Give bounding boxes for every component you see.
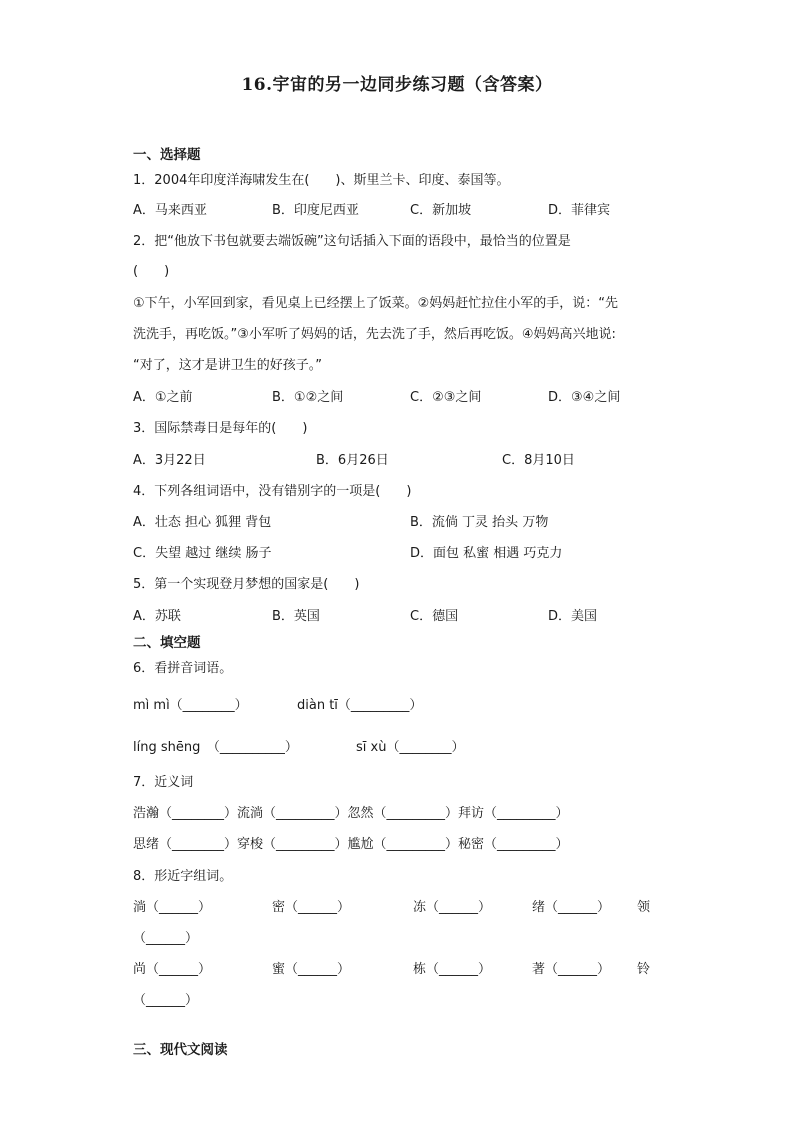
question-4-option-a: A．壮态 担心 狐狸 背包 — [133, 515, 272, 530]
similar-char-item: 铃 — [637, 962, 651, 977]
question-5-option-c: C．德国 — [410, 609, 459, 624]
question-5-option-b: B．英国 — [272, 609, 320, 624]
question-2-stem: 2．把“他放下书包就要去端饭碗”这句话插入下面的语段中，最恰当的位置是 — [133, 234, 571, 249]
pinyin-item-1: mì mì（________） — [133, 698, 248, 713]
question-1-option-a: A．马来西亚 — [133, 203, 207, 218]
question-7-stem: 7．近义词 — [133, 775, 194, 790]
similar-char-item: 冻（______） — [413, 900, 492, 915]
question-4-option-d: D．面包 私蜜 相遇 巧克力 — [410, 546, 563, 561]
similar-char-item-wrap: （______） — [133, 931, 199, 946]
question-6-stem: 6．看拼音词语。 — [133, 661, 233, 676]
similar-char-item: 尚（______） — [133, 962, 212, 977]
question-3-option-c: C．8月10日 — [502, 453, 575, 468]
section-heading-fill: 二、填空题 — [133, 635, 201, 651]
synonym-row-2: 思绪（________）穿梭（_________）尴尬（_________）秘密（_________） — [133, 837, 569, 852]
question-2-passage-line-2: 洗洗手，再吃饭。”③小军听了妈妈的话，先去洗了手，然后再吃饭。④妈妈高兴地说: — [133, 327, 616, 342]
question-2-blank: ( ) — [133, 264, 170, 279]
similar-char-item: 绪（______） — [532, 900, 611, 915]
question-4-stem: 4．下列各组词语中，没有错别字的一项是( ) — [133, 484, 412, 499]
question-8-stem: 8．形近字组词。 — [133, 869, 233, 884]
pinyin-item-4: sī xù（________） — [356, 740, 465, 755]
pinyin-item-2: diàn tī（_________） — [297, 698, 423, 713]
similar-char-item: 领 — [637, 900, 651, 915]
question-2-option-b: B．①②之间 — [272, 390, 344, 405]
question-5-option-d: D．美国 — [548, 609, 598, 624]
page-title: 16.宇宙的另一边同步练习题（含答案） — [241, 75, 553, 95]
question-3-option-b: B．6月26日 — [316, 453, 389, 468]
question-1-option-d: D．菲律宾 — [548, 203, 611, 218]
similar-char-item: 淌（______） — [133, 900, 212, 915]
pinyin-item-3: líng shēng （__________） — [133, 740, 298, 755]
question-1-option-b: B．印度尼西亚 — [272, 203, 359, 218]
question-2-option-a: A．①之前 — [133, 390, 193, 405]
question-4-option-c: C．失望 越过 继续 肠子 — [133, 546, 272, 561]
question-5-stem: 5．第一个实现登月梦想的国家是( ) — [133, 577, 360, 592]
similar-char-item: 蜜（______） — [272, 962, 351, 977]
section-heading-choice: 一、选择题 — [133, 147, 201, 163]
question-1-option-c: C．新加坡 — [410, 203, 472, 218]
question-1-stem: 1．2004年印度洋海啸发生在( )、斯里兰卡、印度、泰国等。 — [133, 173, 510, 188]
similar-char-item: 密（______） — [272, 900, 351, 915]
question-2-option-d: D．③④之间 — [548, 390, 621, 405]
question-2-passage-line-3: “对了，这才是讲卫生的好孩子。” — [133, 358, 322, 373]
question-3-stem: 3．国际禁毒日是每年的( ) — [133, 421, 308, 436]
section-heading-reading: 三、现代文阅读 — [133, 1042, 228, 1058]
question-5-option-a: A．苏联 — [133, 609, 181, 624]
question-2-passage-line-1: ①下午，小军回到家，看见桌上已经摆上了饭菜。②妈妈赶忙拉住小军的手，说：“先 — [133, 296, 619, 311]
question-4-option-b: B．流倘 丁灵 抬头 万物 — [410, 515, 549, 530]
synonym-row-1: 浩瀚（________）流淌（_________）忽然（_________）拜访（_________） — [133, 806, 569, 821]
question-3-option-a: A．3月22日 — [133, 453, 206, 468]
similar-char-item: 栋（______） — [413, 962, 492, 977]
similar-char-item: 著（______） — [532, 962, 611, 977]
question-2-option-c: C．②③之间 — [410, 390, 482, 405]
similar-char-item-wrap: （______） — [133, 993, 199, 1008]
